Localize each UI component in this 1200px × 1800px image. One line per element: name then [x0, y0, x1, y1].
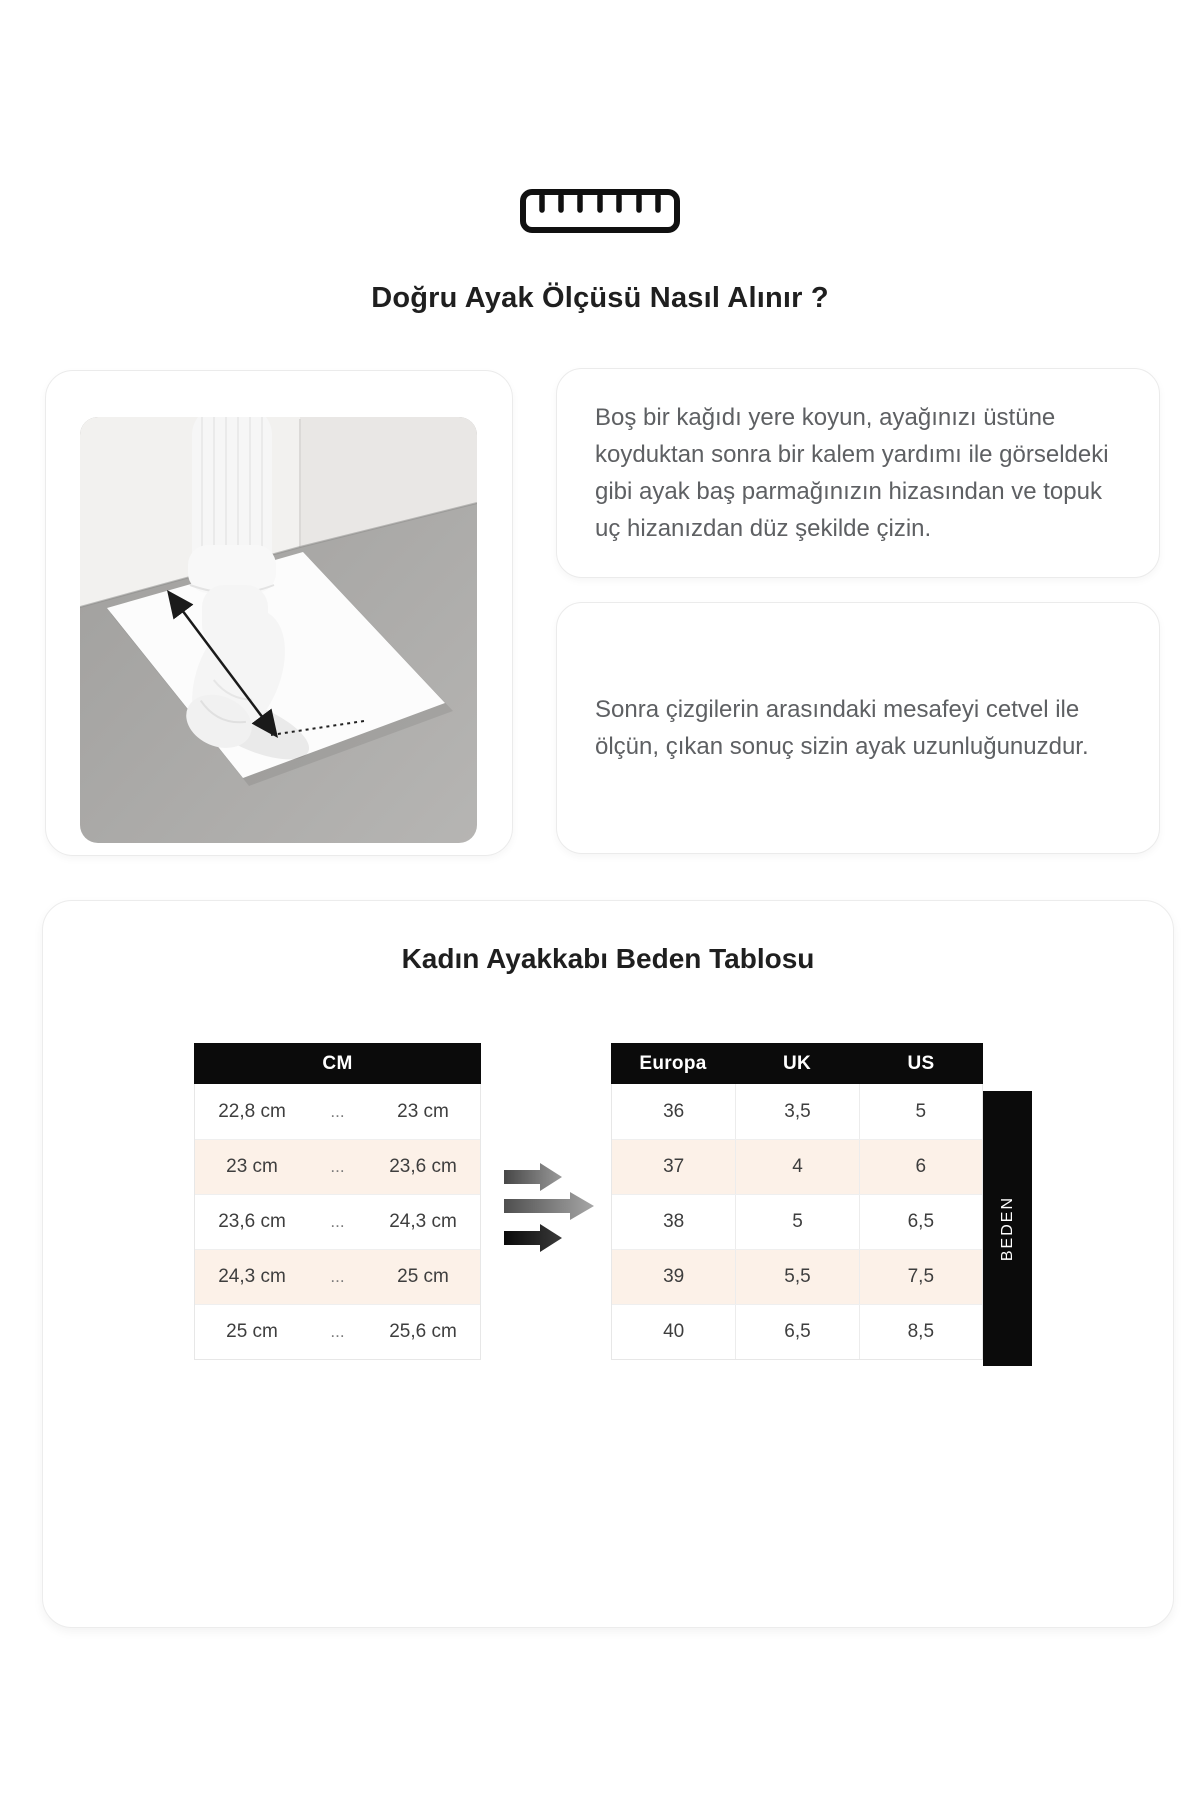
- instruction-text-2: Sonra çizgilerin arasındaki mesafeyi cetvel ile ölçün, çıkan sonuç sizin ayak uzunluğunuzdur.: [595, 696, 1089, 760]
- header-us: US: [907, 1052, 935, 1074]
- size-cell-uk: 6,5: [735, 1305, 858, 1359]
- size-table-card: [42, 900, 1174, 1628]
- instruction-text-1: Boş bir kağıdı yere koyun, ayağınızı üstüne koyduktan sonra bir kalem yardımı ile görseldeki gibi ayak baş parmağınızın hizasından ve topuk uç hizanızdan düz şekilde çizin.: [595, 404, 1109, 542]
- cm-table-row: [195, 1304, 480, 1359]
- size-table-row: [612, 1194, 982, 1249]
- cm-range-separator: ...: [330, 1267, 345, 1286]
- size-cell-us: 5: [859, 1084, 982, 1139]
- cm-table-row: [195, 1249, 480, 1304]
- size-cell-europa: 36: [663, 1100, 685, 1122]
- size-cell-us: 6,5: [859, 1195, 982, 1249]
- cm-table-body: [194, 1084, 481, 1360]
- size-cell-europa: 37: [663, 1156, 685, 1177]
- cm-range-separator: ...: [330, 1157, 345, 1176]
- header-uk: UK: [782, 1052, 812, 1074]
- cm-range-from: 24,3 cm: [218, 1266, 286, 1287]
- header-europa: Europa: [639, 1052, 707, 1074]
- size-table-row: [612, 1249, 982, 1304]
- cm-range-to: 23,6 cm: [389, 1156, 457, 1177]
- size-table-heading: Kadın Ayakkabı Beden Tablosu: [401, 943, 815, 974]
- cm-range-from: 23 cm: [226, 1156, 278, 1177]
- transfer-arrows-icon: [498, 1149, 608, 1259]
- size-cell-europa: 38: [663, 1211, 685, 1232]
- size-cell-europa: 39: [663, 1266, 685, 1287]
- size-cell-uk: 4: [735, 1140, 858, 1194]
- cm-table-row: [195, 1194, 480, 1249]
- cm-range-separator: ...: [330, 1101, 345, 1121]
- cm-range-from: 23,6 cm: [218, 1211, 286, 1232]
- beden-side-label: BEDEN: [998, 1195, 1016, 1262]
- size-cell-uk: 5: [735, 1195, 858, 1249]
- size-cell-uk: 3,5: [735, 1084, 858, 1139]
- beden-side-bar: [983, 1091, 1032, 1366]
- size-cell-us: 6: [859, 1140, 982, 1194]
- size-table-header-row: [611, 1043, 983, 1084]
- cm-range-to: 23 cm: [397, 1100, 449, 1122]
- measurement-photo-card: [45, 370, 513, 856]
- foot-measurement-illustration: [80, 417, 477, 843]
- cm-table-row: [195, 1084, 480, 1139]
- cm-range-separator: ...: [330, 1322, 345, 1341]
- ruler-icon: [519, 188, 681, 234]
- size-cell-us: 8,5: [859, 1305, 982, 1359]
- cm-range-to: 25 cm: [397, 1266, 449, 1287]
- transfer-arrows-icon-wrap: [498, 1149, 608, 1259]
- size-table-row: [612, 1304, 982, 1359]
- instruction-card-2: [556, 602, 1160, 854]
- page-title: Doğru Ayak Ölçüsü Nasıl Alınır ?: [371, 282, 829, 314]
- ruler-icon-wrap: [0, 188, 1200, 239]
- size-cell-us: 7,5: [859, 1250, 982, 1304]
- eu-size-table: [611, 1043, 983, 1360]
- cm-table-row: [195, 1139, 480, 1194]
- cm-table: [194, 1043, 481, 1360]
- size-cell-europa: 40: [663, 1321, 685, 1342]
- cm-range-to: 24,3 cm: [389, 1211, 457, 1232]
- instruction-card-1: [556, 368, 1160, 578]
- size-table-row: [612, 1139, 982, 1194]
- cm-range-to: 25,6 cm: [389, 1321, 457, 1342]
- cm-range-from: 25 cm: [226, 1321, 278, 1342]
- size-cell-uk: 5,5: [735, 1250, 858, 1304]
- cm-range-separator: ...: [330, 1212, 345, 1231]
- cm-range-from: 22,8 cm: [218, 1100, 286, 1122]
- size-table-body: [611, 1084, 983, 1360]
- size-table-row: [612, 1084, 982, 1139]
- cm-table-header: CM: [194, 1043, 481, 1084]
- foot-measurement-photo: [80, 417, 477, 843]
